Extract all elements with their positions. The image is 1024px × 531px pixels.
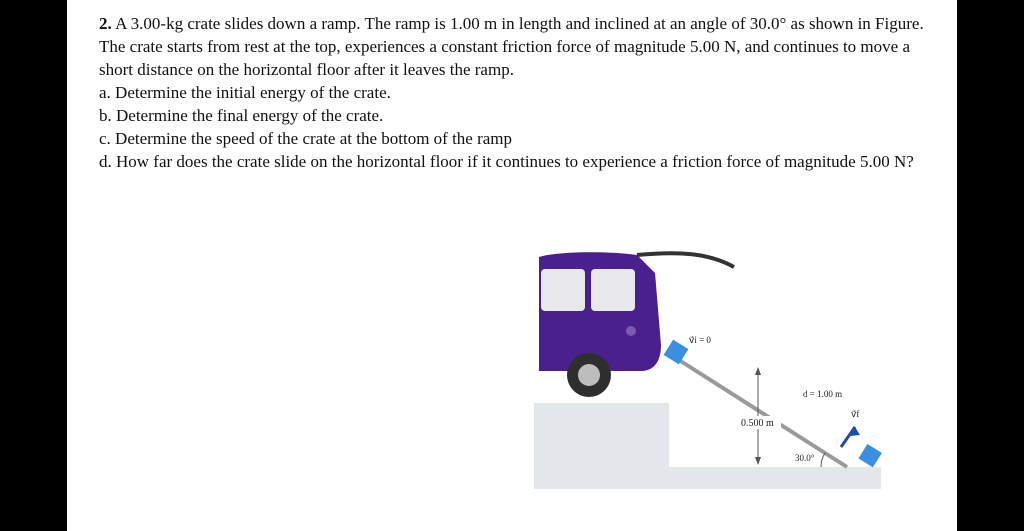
height-arrow-head-up (755, 367, 761, 375)
crate-top (664, 340, 689, 365)
part-d: d. How far does the crate slide on the horizontal floor if it continues to experience a friction force of magnitude 5.00 N? (99, 152, 914, 171)
page (67, 0, 957, 531)
angle-arc (821, 453, 825, 467)
crate-bottom (858, 444, 881, 467)
final-velocity-arrow (841, 427, 855, 447)
statement-text: A 3.00-kg crate slides down a ramp. The ramp is 1.00 m in length and inclined at an angle of 30.0° as shown in Figure. The crate starts from rest at the top, experiences a constant friction force of magnitude 5.00 N, and continues to move a short distance on the horizontal floor after it leaves the ramp. (99, 14, 924, 79)
ramp-figure (529, 245, 889, 505)
figure-svg (529, 245, 889, 505)
problem-statement (99, 12, 929, 81)
height-arrow-head-down (755, 457, 761, 465)
part-a: a. Determine the initial energy of the crate. (99, 83, 391, 102)
ground (534, 403, 881, 489)
van-window-front (591, 269, 635, 311)
initial-velocity-label: v⃗i = 0 (689, 335, 711, 345)
height-label: 0.500 m (741, 418, 774, 429)
final-velocity-label: v⃗f (851, 409, 860, 419)
van-tail-light (626, 326, 636, 336)
van-wheel-hub (578, 364, 600, 386)
ramp (679, 360, 847, 467)
van-window-rear (541, 269, 585, 311)
part-b: b. Determine the final energy of the crate. (99, 106, 384, 125)
van-hatch (637, 253, 734, 267)
ramp-length-label: d = 1.00 m (803, 389, 843, 399)
problem-text (99, 12, 929, 173)
angle-label: 30.0° (795, 453, 815, 463)
problem-number: 2. (99, 14, 112, 33)
part-c: c. Determine the speed of the crate at the bottom of the ramp (99, 129, 513, 148)
